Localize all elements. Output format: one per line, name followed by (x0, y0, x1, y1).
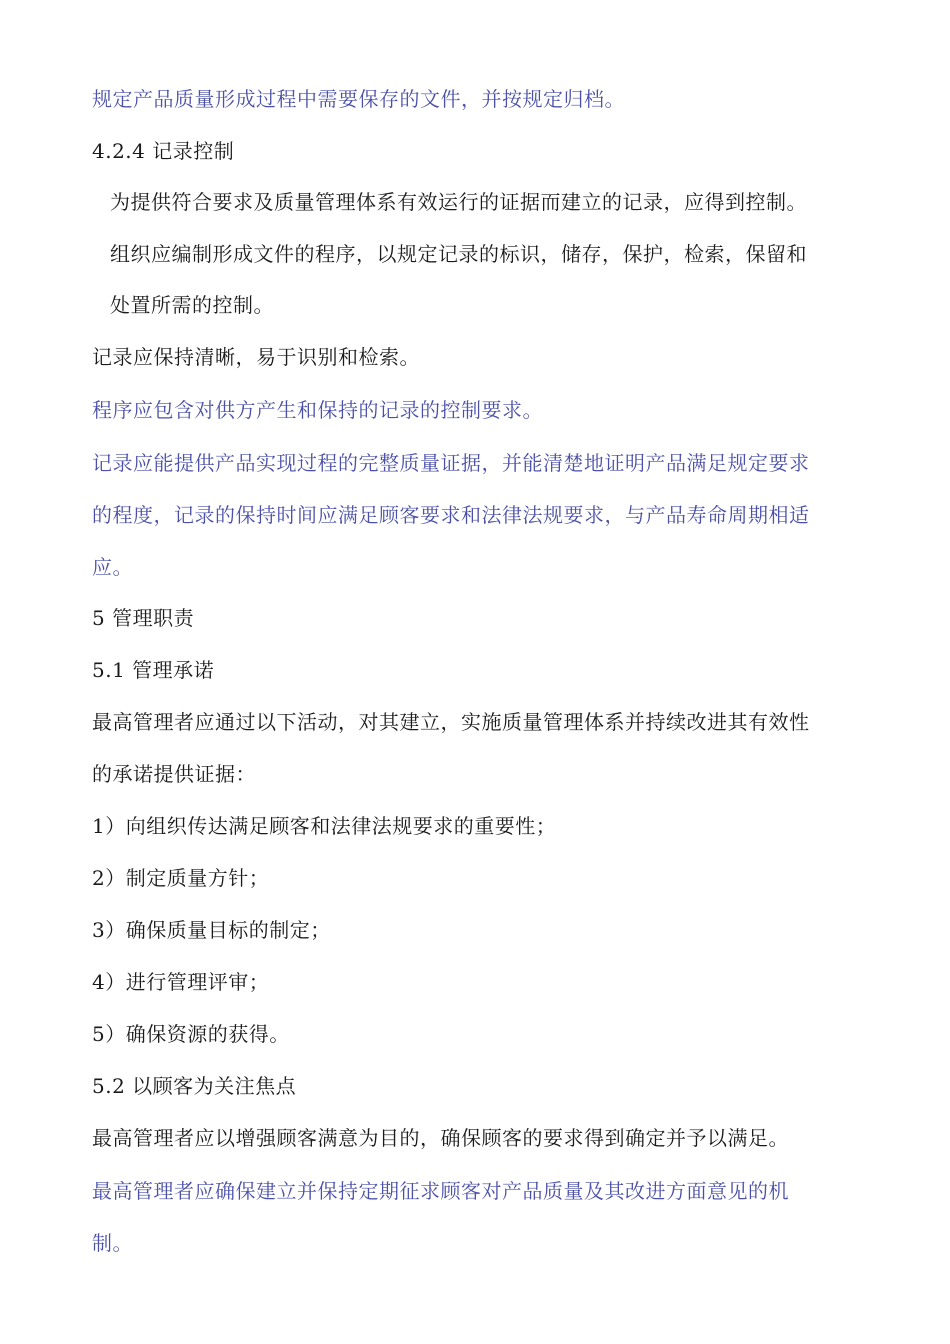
paragraph-line: 记录应能提供产品实现过程的完整质量证据，并能清楚地证明产品满足规定要求 (92, 451, 810, 475)
paragraph-line: 的程度，记录的保持时间应满足顾客要求和法律法规要求，与产品寿命周期相适 (92, 503, 810, 527)
list-item: 1）向组织传达满足顾客和法律法规要求的重要性； (92, 814, 557, 838)
paragraph-line: 最高管理者应通过以下活动，对其建立，实施质量管理体系并持续改进其有效性 (92, 710, 810, 734)
list-item: 5）确保资源的获得。 (92, 1022, 290, 1046)
section-heading: 5.1 管理承诺 (92, 658, 215, 682)
paragraph-line: 处置所需的控制。 (110, 293, 274, 317)
paragraph-line: 规定产品质量形成过程中需要保存的文件，并按规定归档。 (92, 87, 625, 111)
list-item: 3）确保质量目标的制定； (92, 918, 331, 942)
paragraph-line: 制。 (92, 1231, 133, 1255)
paragraph-line: 的承诺提供证据： (92, 762, 256, 786)
list-item: 2）制定质量方针； (92, 866, 270, 890)
paragraph-line: 记录应保持清晰，易于识别和检索。 (92, 345, 420, 369)
section-heading: 5 管理职责 (92, 606, 195, 630)
paragraph-line: 为提供符合要求及质量管理体系有效运行的证据而建立的记录，应得到控制。 (110, 190, 807, 214)
paragraph-line: 组织应编制形成文件的程序，以规定记录的标识，储存，保护，检索，保留和 (110, 242, 807, 266)
paragraph-line: 程序应包含对供方产生和保持的记录的控制要求。 (92, 398, 543, 422)
paragraph-line: 最高管理者应以增强顾客满意为目的，确保顾客的要求得到确定并予以满足。 (92, 1126, 789, 1150)
paragraph-line: 最高管理者应确保建立并保持定期征求顾客对产品质量及其改进方面意见的机 (92, 1179, 789, 1203)
list-item: 4）进行管理评审； (92, 970, 270, 994)
section-heading: 4.2.4 记录控制 (92, 139, 235, 163)
section-heading: 5.2 以顾客为关注焦点 (92, 1074, 297, 1098)
paragraph-line: 应。 (92, 555, 133, 579)
